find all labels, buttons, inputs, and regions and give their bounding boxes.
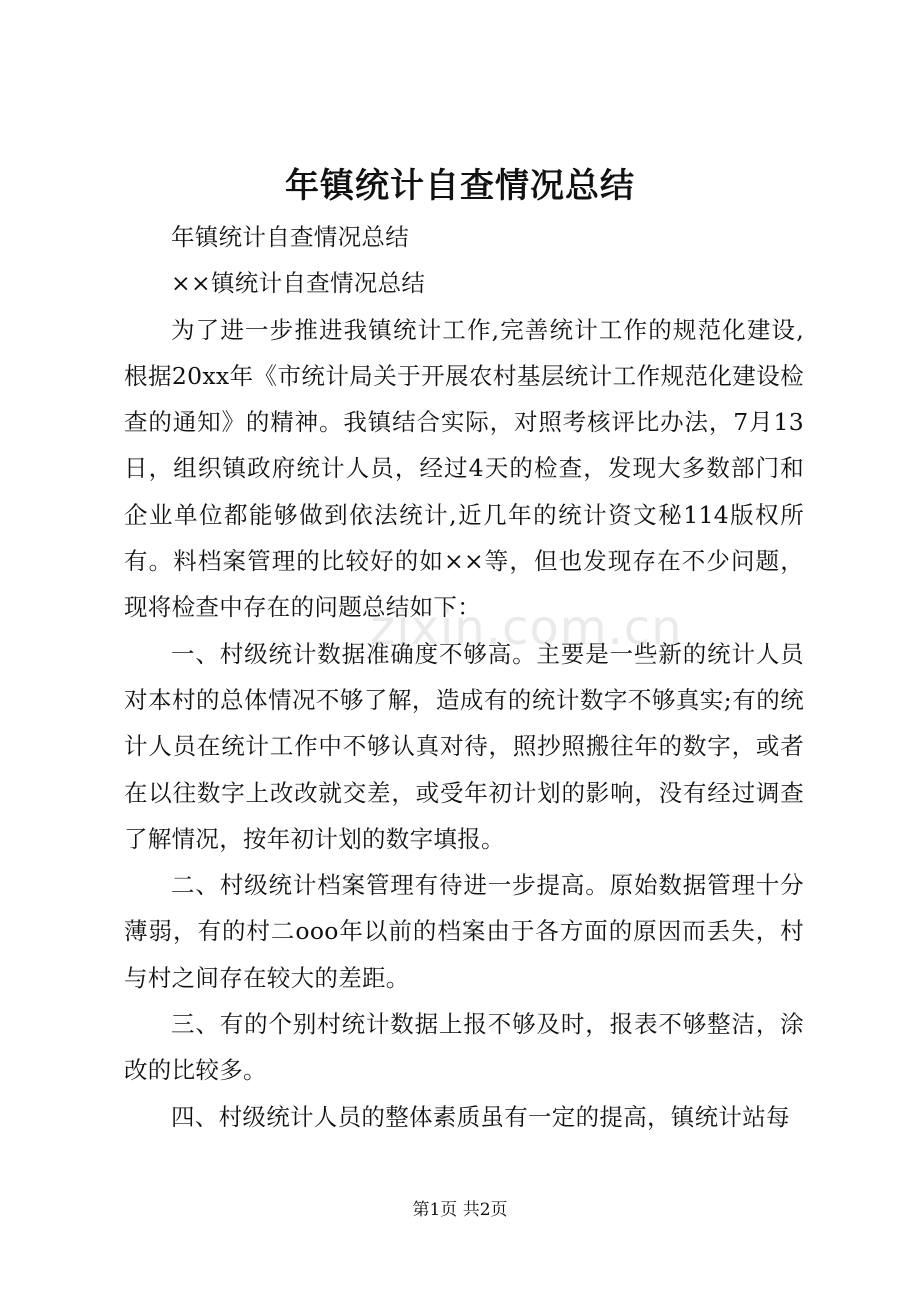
paragraph-issue-2: 二、村级统计档案管理有待进一步提高。原始数据管理十分薄弱，有的村二ooo年以前的档案由于各方面的原因而丢失，村与村之间存在较大的差距。 (124, 871, 804, 992)
paragraph-issue-1: 一、村级统计数据准确度不够高。主要是一些新的统计人员对本村的总体情况不够了解，造成有的统计数字不够真实;有的统计人员在统计工作中不够认真对待，照抄照搬往年的数字，或者在以往数字上改改就交差，或受年初计划的影响，没有经过调查了解情况，按年初计划的数字填报。 (124, 639, 804, 853)
paragraph-intro: 为了进一步推进我镇统计工作,完善统计工作的规范化建设,根据20xx年《市统计局关于开展农村基层统计工作规范化建设检查的通知》的精神。我镇结合实际，对照考核评比办法，7月13日，组织镇政府统计人员，经过4天的检查，发现大多数部门和企业单位都能够做到依法统计,近几年的统计资文秘114版权所有。料档案管理的比较好的如××等，但也发现存在不少问题，现将检查中存在的问题总结如下： (124, 315, 804, 622)
page-footer: 第1页 共2页 (412, 1200, 508, 1220)
paragraph-issue-4: 四、村级统计人员的整体素质虽有一定的提高，镇统计站每 (171, 1102, 790, 1131)
paragraph-subtitle: 年镇统计自查情况总结 (171, 223, 409, 251)
document-title: 年镇统计自查情况总结 (285, 166, 635, 206)
document-body (124, 214, 804, 1140)
paragraph-heading: ××镇统计自查情况总结 (171, 269, 426, 298)
paragraph-issue-3: 三、有的个别村统计数据上报不够及时，报表不够整洁，涂改的比较多。 (124, 1010, 804, 1085)
watermark: zixin.com.cn (370, 600, 683, 656)
